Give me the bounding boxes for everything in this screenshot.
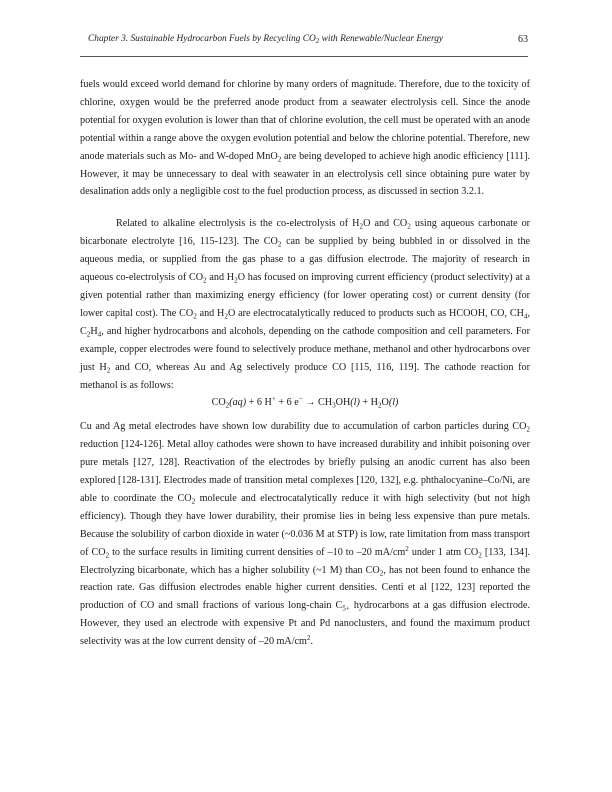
header-rule bbox=[80, 56, 528, 57]
page-number: 63 bbox=[518, 34, 528, 45]
page-body bbox=[80, 76, 530, 651]
paragraph-2: Related to alkaline electrolysis is the co-electrolysis of $H_2O$ and $CO_2$ using aqueous carbonate or bicarbonate electrolyte [16, 115-123]. The $CO_2$ can be supplied by being bubbled in or dissolved in the aqueous media, or supplied from the gas phase to a gas diffusion electrode. The majority of research in aqueous co-electrolysis of $CO_2$ and $H_2O$ has focused on improving current efficiency (product selectivity) at a given potential rather than maximizing energy efficiency (for lower operating cost) or current density (for lower capital cost). The $CO_2$ and $H_2O$ are electrocatalytically reduced to products such as HCOOH, CO, $CH_4$, $C_2H_4$, and higher hydrocarbons and alcohols, depending on the cathode composition and cell parameters. For example, copper electrodes were found to selectively produce methane, methanol and other hydrocarbons over just $H_2$ and CO, whereas Au and Ag selectively produce CO [115, 116, 119]. The cathode reaction for methanol is as follows: bbox=[80, 218, 531, 391]
paragraph-3: Cu and Ag metal electrodes have shown low durability due to accumulation of carbon particles during $CO_2$ reduction [124-126]. Metal alloy cathodes were shown to have increased durability and inhibit poisoning over pure metals [127, 128]. Reactivation of the electrodes by briefly pulsing an anodic current has also been explored [128-131]. Electrodes made of transition metal complexes [120, 132], e.g. phthalocyanine–Co/Ni, are able to coordinate the $CO_2$ molecule and electrocatalytically reduce it with high selectivity (but not high efficiency). Though they have lower durability, their promise lies in being less expensive than pure metals. Because the solubility of carbon dioxide in water (~0.036 M at STP) is low, rate limitation from mass transport of $CO_2$ to the surface results in limiting current densities of –10 to –20 $mA/cm^2$ under 1 atm $CO_2$ [133, 134]. Electrolyzing bicarbonate, which has a higher solubility (~1 M) than $CO_2$, has not been found to enhance the reaction rate. Gas diffusion electrodes enable higher current densities. Centi et al [122, 123] reported the production of CO and small fractions of various long-chain $C_{5+}$ hydrocarbons at a gas diffusion electrode. However, they used an electrode with expensive Pt and Pd nanoclusters, and found the maximum product selectivity was at the low current density of –20 $mA/cm^2$. bbox=[80, 421, 531, 648]
methanol-reaction-equation: $CO_2(aq) + 6$ H+ + 6 $e^- \to CH_3OH(l) + H_2O(l)$ bbox=[211, 395, 399, 410]
paragraph-1: fuels would exceed world demand for chlorine by many orders of magnitude. Therefore, due to the toxicity of chlorine, oxygen would be the preferred anode product from a seawater electrolysis cell. Since the anode potential for oxygen evolution is lower than that of chlorine evolution, the cell must be operated with an anode potential within a range above the oxygen evolution potential and below the chlorine potential. Therefore, new anode materials such as Mo- and W-doped MnO$_2$ are being developed to achieve high anodic efficiency [111]. However, it may be unnecessary to deal with seawater in an electrolysis cell since obtaining pure water by desalination adds only a negligible cost to the fuel production process, as discussed in section 3.2.1. bbox=[80, 79, 530, 198]
running-header: Chapter 3. Sustainable Hydrocarbon Fuels by Recycling $CO_2$ with Renewable/Nuclear Energy bbox=[88, 34, 444, 45]
